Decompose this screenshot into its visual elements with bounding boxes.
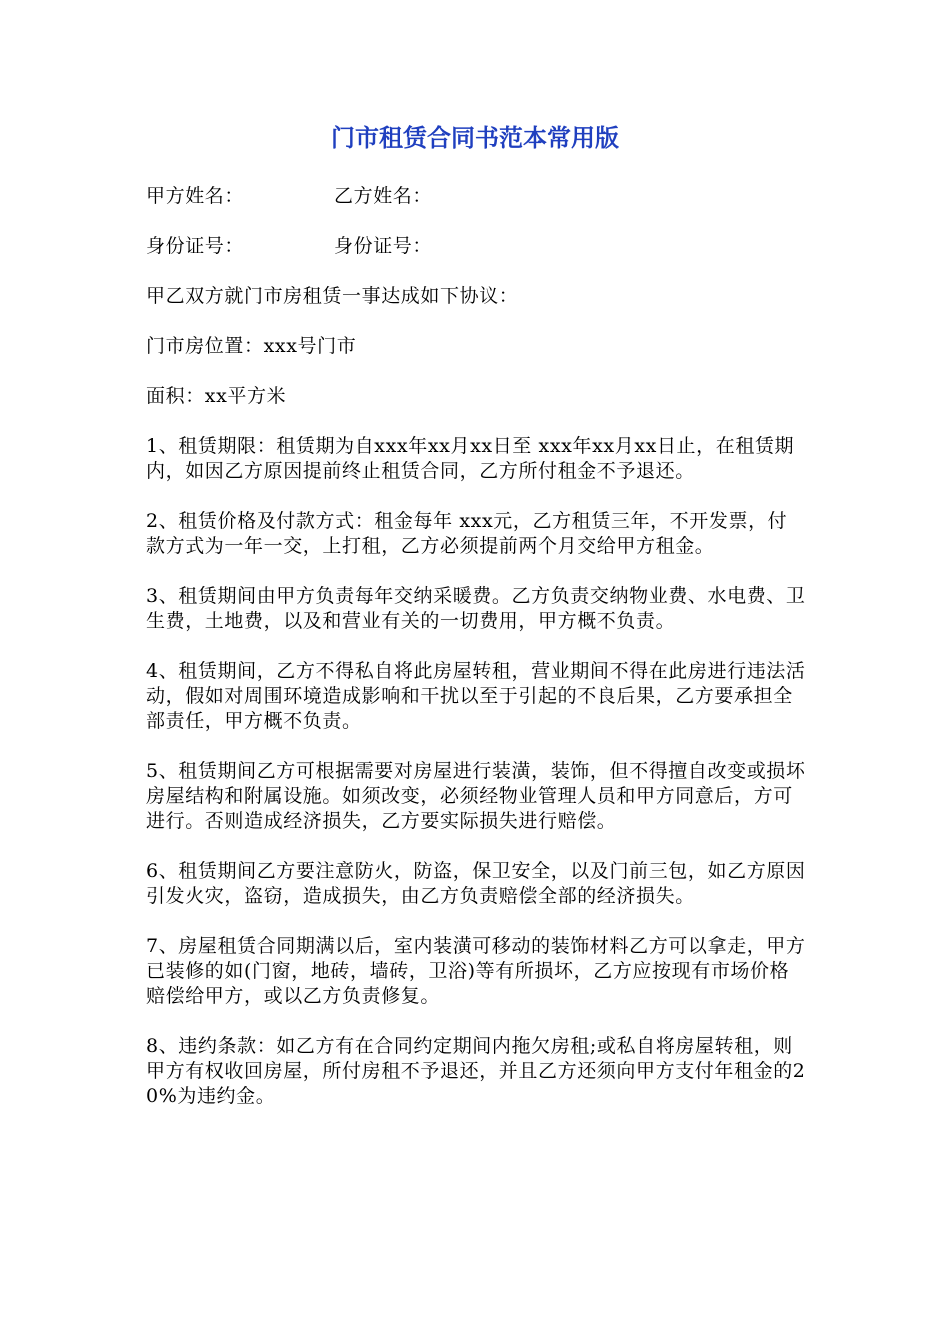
party-id-row [146, 234, 806, 259]
party-b-name-label: 乙方姓名： [334, 185, 433, 207]
document-body [146, 184, 806, 1134]
clause-8: 8、违约条款：如乙方有在合同约定期间内拖欠房租;或私自将房屋转租，则甲方有权收回房屋，所付房租不予退还，并且乙方还须向甲方支付年租金的20%为违约金。 [146, 1035, 806, 1107]
party-a-id-label: 身份证号： [146, 235, 245, 257]
clause-7: 7、房屋租赁合同期满以后，室内装潢可移动的装饰材料乙方可以拿走，甲方已装修的如(门窗，地砖，墙砖，卫浴)等有所损坏，乙方应按现有市场价格赔偿给甲方，或以乙方负责修复。 [146, 935, 806, 1007]
clause-2: 2、租赁价格及付款方式：租金每年 xxx元，乙方租赁三年，不开发票，付款方式为一年一交，上打租，乙方必须提前两个月交给甲方租金。 [146, 510, 788, 557]
clause-5: 5、租赁期间乙方可根据需要对房屋进行装潢，装饰，但不得擅自改变或损坏房屋结构和附属设施。如须改变，必须经物业管理人员和甲方同意后，方可进行。否则造成经济损失，乙方要实际损失进行赔偿。 [146, 760, 806, 832]
clause-6: 6、租赁期间乙方要注意防火，防盗，保卫安全，以及门前三包，如乙方原因引发火灾，盗窃，造成损失，由乙方负责赔偿全部的经济损失。 [146, 860, 806, 907]
document-title: 门市租赁合同书范本常用版 [331, 124, 619, 152]
party-name-row [146, 184, 806, 209]
clause-3: 3、租赁期间由甲方负责每年交纳采暖费。乙方负责交纳物业费、水电费、卫生费，土地费，以及和营业有关的一切费用，甲方概不负责。 [146, 585, 806, 632]
area-paragraph: 面积：xx平方米 [146, 385, 287, 407]
clause-4: 4、租赁期间，乙方不得私自将此房屋转租，营业期间不得在此房进行违法活动，假如对周围环境造成影响和干扰以至于引起的不良后果，乙方要承担全部责任，甲方概不负责。 [146, 660, 806, 732]
party-b-id-label: 身份证号： [334, 235, 433, 257]
clause-1: 1、租赁期限：租赁期为自xxx年xx月xx日至 xxx年xx月xx日止，在租赁期内，如因乙方原因提前终止租赁合同，乙方所付租金不予退还。 [146, 435, 795, 482]
party-a-name-label: 甲方姓名： [146, 185, 245, 207]
intro-paragraph: 甲乙双方就门市房租赁一事达成如下协议： [146, 285, 519, 307]
location-paragraph: 门市房位置：xxx号门市 [146, 335, 357, 357]
